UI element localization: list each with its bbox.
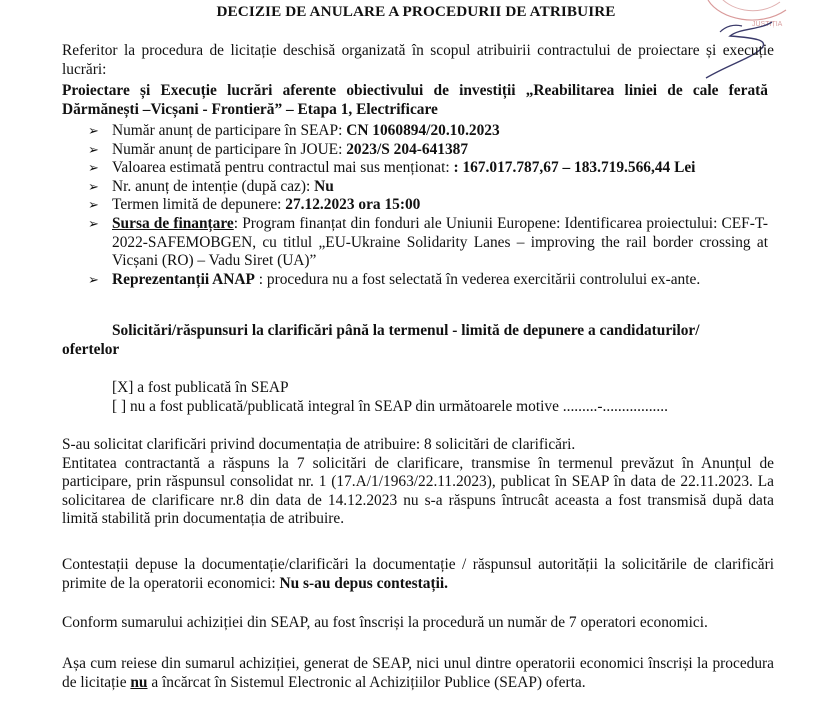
list-item: ➢ Nr. anunț de intenție (după caz): Nu (88, 177, 334, 195)
contract-title: Proiectare și Execuție lucrări aferente obiectivului de investiții „Reabilitarea liniei de cale ferată Dărmănești –Vicșani - Frontieră” – Etapa 1, Electrificare (62, 82, 768, 118)
arrow-bullet-icon: ➢ (88, 178, 99, 194)
arrow-bullet-icon: ➢ (88, 215, 99, 231)
list-item-anap: ➢ Reprezentanții ANAP : procedura nu a fost selectată în vederea exercitării controlului ex-ante. (88, 270, 701, 288)
procedure-details-list (88, 122, 768, 289)
operators-paragraph: Conform sumarului achiziției din SEAP, au fost înscriși la procedură un număr de 7 operatori economici. (62, 614, 708, 631)
checkbox-published: [X] a fost publicată în SEAP (112, 379, 289, 396)
document-title: DECIZIE DE ANULARE A PROCEDURII DE ATRIBUIRE (216, 3, 616, 20)
contestations-paragraph: Contestații depuse la documentație/clarificări la documentație / răspunsul autorității la solicitările de clarificări primite de la operatorii economici: Nu s-au depus contestații. (62, 556, 774, 592)
checkbox-not-published: [ ] nu a fost publicată/publicată integral în SEAP din următoarele motive .........-................. (112, 398, 668, 415)
arrow-bullet-icon: ➢ (88, 271, 99, 287)
clarifications-heading: Solicitări/răspunsuri la clarificări până la termenul - limită de depunere a candidaturilor/ (112, 322, 700, 339)
arrow-bullet-icon: ➢ (88, 123, 99, 138)
arrow-bullet-icon: ➢ (88, 141, 99, 157)
svg-text:JUSTIȚIA: JUSTIȚIA (752, 21, 783, 28)
list-item: ➢ Număr anunț de participare în SEAP: CN 1060894/20.10.2023 (88, 122, 500, 139)
list-item-funding: ➢ Sursa de finanțare: Program finanțat din fonduri ale Uniunii Europene: Identificarea proiectului: CEF-T-2022-SAFEMOBGEN, cu titlul „EU-Ukraine Solidarity Lanes – improving the rail border crossing at Vicșani (RO) – Vadu Siret (UA)” (88, 214, 768, 270)
final-paragraph: Așa cum reiese din sumarul achiziției, generat de SEAP, nici unul dintre operatorii economici înscriși la procedura de licitație nu a încărcat în Sistemul Electronic al Achizițiilor Publice (SEAP) oferta. (62, 655, 774, 691)
clarifications-paragraph: S-au solicitat clarificări privind documentația de atribuire: 8 solicitări de clarificări. Entitatea contractantă a răspuns la 7 solicitări de clarificare, transmise în termenul prevăzut în Anunțul de participare, prin răspunsul consolidat nr. 1 (17.A/1/1963/22.11.2023), publicat în SEAP în data de 22.11.2023. La solicitarea de clarificare nr.8 din data de 14.12.2023 nu s-a răspuns întrucât aceasta a fost transmisă după data limită stabilită prin documentația de atribuire. (62, 436, 774, 528)
arrow-bullet-icon: ➢ (88, 197, 99, 213)
intro-paragraph: Referitor la procedura de licitație deschisă organizată în scopul atribuirii contractului de proiectare și execuție lucrări: (62, 42, 774, 78)
arrow-bullet-icon: ➢ (88, 160, 99, 176)
clarifications-heading-cont: ofertelor (62, 341, 120, 358)
list-item: ➢ Valoarea estimată pentru contractul mai sus menționat: : 167.017.787,67 – 183.719.566,44 Lei (88, 159, 696, 177)
list-item: ➢ Număr anunț de participare în JOUE: 2023/S 204-641387 (88, 140, 469, 158)
list-item: ➢ Termen limită de depunere: 27.12.2023 ora 15:00 (88, 196, 421, 214)
